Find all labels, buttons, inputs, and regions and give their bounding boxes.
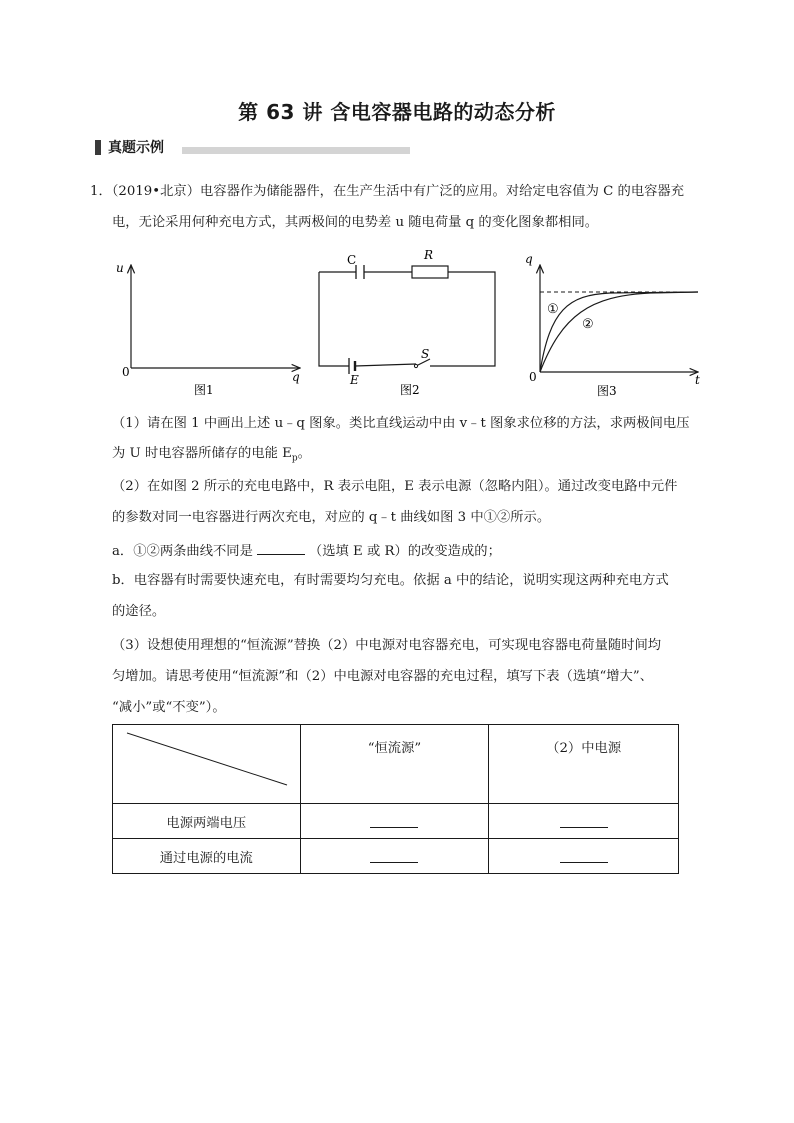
answer-blank-current-constant[interactable] — [370, 846, 418, 863]
fig3-curve-1-label: ① — [547, 302, 559, 317]
switch-label: S — [421, 347, 430, 361]
figure-3 — [525, 252, 700, 398]
fig3-curve-2 — [540, 292, 698, 372]
fig3-x-label: t — [695, 373, 700, 387]
part2-line2: 的参数对同一电容器进行两次充电，对应的 q﹣t 曲线如图 3 中①②所示。 — [112, 510, 551, 525]
fig2-caption: 图2 — [400, 383, 420, 397]
table-cell — [300, 804, 489, 839]
capacitor-label: C — [347, 253, 357, 267]
part3-line2: 匀增加。请思考使用“恒流源”和（2）中电源对电容器的充电过程，填写下表（选填“增大”、 — [112, 669, 653, 684]
part2-a-end: （选填 E 或 R）的改变造成的； — [308, 544, 501, 559]
fig3-curve-2-label: ② — [582, 317, 594, 332]
part1-line1: （1）请在图 1 中画出上述 u﹣q 图象。类比直线运动中由 v﹣t 图象求位移的方法，求两极间电压 — [112, 416, 690, 431]
resistor — [412, 266, 448, 278]
answer-blank-a[interactable] — [257, 542, 305, 555]
corner-diagonal — [113, 725, 301, 791]
figure-1 — [116, 261, 300, 397]
table-row — [113, 839, 679, 874]
section-marker — [95, 140, 101, 155]
section-label: 真题示例 — [108, 140, 164, 156]
table-row-label-voltage: 电源两端电压 — [113, 804, 301, 839]
part3-line1: （3）设想使用理想的“恒流源”替换（2）中电源对电容器充电，可实现电容器电荷量随时间均 — [112, 638, 662, 653]
table-cell — [489, 839, 679, 874]
table-cell — [300, 839, 489, 874]
answer-table — [112, 724, 679, 874]
part2-b-line2: 的途径。 — [112, 604, 166, 619]
question-number: 1． — [90, 184, 112, 199]
part1-line2 — [112, 446, 311, 467]
fig1-origin: 0 — [122, 365, 130, 379]
table-header-row — [113, 725, 679, 804]
question-intro-text: 电容器作为储能器件，在生产生活中有广泛的应用。对给定电容值为 C 的电容器充 — [200, 184, 685, 199]
question-intro-line1 — [90, 184, 684, 200]
fig3-caption: 图3 — [597, 384, 617, 398]
answer-blank-voltage-circuit[interactable] — [560, 811, 608, 828]
fig3-curve-1 — [540, 292, 698, 372]
part2-b-line1: b．电容器有时需要快速充电，有时需要均匀充电。依据 a 中的结论，说明实现这两种充电方式 — [112, 573, 669, 588]
part1-line2-text: 为 U 时电容器所储存的电能 E — [112, 446, 292, 461]
part3-line3: “减小”或“不变”）。 — [112, 700, 226, 715]
question-intro-line2: 电，无论采用何种充电方式，其两极间的电势差 u 随电荷量 q 的变化图象都相同。 — [112, 215, 599, 230]
table-corner-cell — [113, 725, 301, 804]
fig1-y-label: u — [116, 261, 124, 275]
table-col-circuit-source: （2）中电源 — [489, 725, 679, 804]
resistor-label: R — [424, 250, 434, 262]
question-source: （2019•北京） — [111, 184, 200, 199]
circuit-wires — [319, 272, 495, 366]
answer-blank-voltage-constant[interactable] — [370, 811, 418, 828]
battery-label: E — [350, 373, 359, 387]
part2-a-text: a．①②两条曲线不同是 — [112, 544, 253, 559]
figures — [110, 250, 710, 410]
part2-a — [112, 542, 501, 560]
table-col-constant-source: “恒流源” — [300, 725, 489, 804]
fig3-y-label: q — [525, 252, 533, 266]
fig1-caption: 图1 — [194, 383, 214, 397]
page-title: 第 63 讲 含电容器电路的动态分析 — [238, 100, 556, 124]
section-divider — [182, 147, 410, 154]
table-row-label-current: 通过电源的电流 — [113, 839, 301, 874]
table-cell — [489, 804, 679, 839]
answer-blank-current-circuit[interactable] — [560, 846, 608, 863]
table-row — [113, 804, 679, 839]
fig1-x-label: q — [292, 370, 300, 384]
part1-subscript: p — [291, 453, 298, 464]
part2-line1: （2）在如图 2 所示的充电电路中，R 表示电阻，E 表示电源（忽略内阻）。通过改变电路中元件 — [112, 479, 678, 494]
fig3-origin: 0 — [529, 370, 537, 384]
switch-pivot — [414, 364, 417, 367]
part1-line2-end: 。 — [297, 446, 311, 461]
figure-2 — [319, 250, 495, 397]
